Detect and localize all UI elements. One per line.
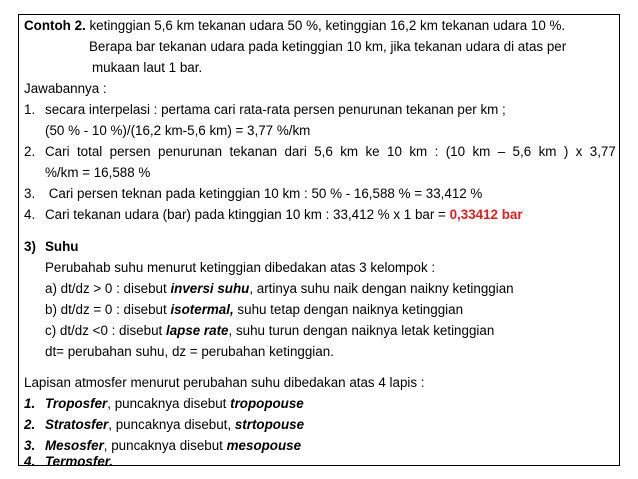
step-2-number: 2. <box>24 144 36 159</box>
layer-item-stratosfer <box>24 416 304 434</box>
suhu-heading-number: 3) <box>24 239 36 254</box>
step-1-number: 1. <box>24 102 36 117</box>
layer-2-number: 2. <box>24 417 36 432</box>
suhu-intro: Perubahab suhu menurut ketinggian dibedakan atas 3 kelompok : <box>45 260 436 275</box>
step-2-word: km <box>409 144 428 159</box>
step-2-word: ke <box>365 144 380 159</box>
step-2-word: : <box>434 144 439 159</box>
answer-heading: Jawabannya : <box>24 81 107 96</box>
step-2-word: persen <box>109 144 151 159</box>
example-line-3: mukaan laut 1 bar. <box>92 60 203 75</box>
suhu-dt-note: dt= perubahan suhu, dz = perubahan ketinggian. <box>45 344 334 359</box>
step-3 <box>24 185 482 203</box>
step-2-word: 3,77 <box>589 144 616 159</box>
step-1-text: secara interpelasi : pertama cari rata-rata persen penurunan tekanan per km ; <box>45 102 506 117</box>
step-2-word: km <box>340 144 359 159</box>
step-3-text: Cari persen teknan pada ketinggian 10 km : 50 % - 16,588 % = 33,412 % <box>45 186 483 201</box>
layer-1-name: Troposfer <box>45 396 108 411</box>
step-2-word: km <box>472 144 491 159</box>
suhu-case-c <box>45 322 494 340</box>
step-4-number: 4. <box>24 207 36 222</box>
case-c-desc: , suhu turun dengan naiknya letak ketinggian <box>228 323 495 338</box>
step-1 <box>24 101 506 119</box>
case-c-term: lapse rate <box>165 323 229 338</box>
layer-4-name: Termosfer. <box>45 454 113 469</box>
layer-item-mesosfer <box>24 437 301 455</box>
step-2-word: km <box>538 144 557 159</box>
step-2-word: 5,6 <box>512 144 532 159</box>
layer-1-peak: tropopouse <box>230 396 304 411</box>
step-2-word: (10 <box>445 144 466 159</box>
example-label: Contoh 2. <box>24 18 86 33</box>
step-1-calc: (50 % - 10 %)/(16,2 km-5,6 km) = 3,77 %/km <box>45 123 311 138</box>
case-a-condition: a) dt/dz > 0 : disebut <box>45 281 171 296</box>
suhu-heading-text: Suhu <box>45 239 79 254</box>
layer-3-mid: , puncaknya disebut <box>103 438 227 453</box>
suhu-case-a <box>45 280 514 298</box>
layer-3-name: Mesosfer <box>45 438 104 453</box>
case-b-term: isotermal, <box>170 302 234 317</box>
layer-2-mid: , puncaknya disebut, <box>108 417 235 432</box>
step-2-word: dari <box>284 144 307 159</box>
suhu-heading <box>24 238 78 256</box>
layer-2-name: Stratosfer <box>45 417 109 432</box>
layer-item-troposfer <box>24 395 304 413</box>
step-2-word: x <box>575 144 583 159</box>
example-line-2: Berapa bar tekanan udara pada ketinggian 10 km, jika tekanan udara di atas per <box>89 39 567 54</box>
case-b-desc: suhu tetap dengan naiknya ketinggian <box>233 302 464 317</box>
step-2-continuation: %/km = 16,588 % <box>45 165 151 180</box>
case-a-desc: , artinya suhu naik dengan naikny ketinggian <box>249 281 514 296</box>
step-2-word: ) <box>563 144 569 159</box>
step-2-word: 5,6 <box>314 144 333 159</box>
layer-1-mid: , puncaknya disebut <box>107 396 231 411</box>
step-4-text: Cari tekanan udara (bar) pada ktinggian 10 km : 33,412 % x 1 bar = <box>45 207 450 222</box>
layers-intro: Lapisan atmosfer menurut perubahan suhu dibedakan atas 4 lapis : <box>24 375 425 390</box>
layer-2-peak: strtopouse <box>234 417 305 432</box>
step-2-word: – <box>497 144 506 159</box>
step-2-word: total <box>76 144 103 159</box>
layer-1-number: 1. <box>24 396 36 411</box>
layer-item-termosfer <box>24 454 113 469</box>
case-c-condition: c) dt/dz <0 : disebut <box>45 323 166 338</box>
step-4 <box>24 206 523 224</box>
case-b-condition: b) dt/dz = 0 : disebut <box>45 302 171 317</box>
step-2-text <box>45 143 616 161</box>
step-2-word: 10 <box>387 144 402 159</box>
layer-4-number: 4. <box>24 454 36 469</box>
step-2-word: tekanan <box>229 144 278 159</box>
step-3-number: 3. <box>24 186 36 201</box>
case-a-term: inversi suhu <box>170 281 250 296</box>
example-text-1: ketinggian 5,6 km tekanan udara 50 %, ketinggian 16,2 km tekanan udara 10 %. <box>85 18 566 33</box>
step-2-word: penurunan <box>158 144 223 159</box>
suhu-case-b <box>45 301 463 319</box>
step-2-word: Cari <box>45 144 70 159</box>
layer-3-number: 3. <box>24 438 36 453</box>
example-line-1 <box>24 17 565 35</box>
step-4-result: 0,33412 bar <box>449 207 523 222</box>
layer-3-peak: mesopouse <box>226 438 302 453</box>
